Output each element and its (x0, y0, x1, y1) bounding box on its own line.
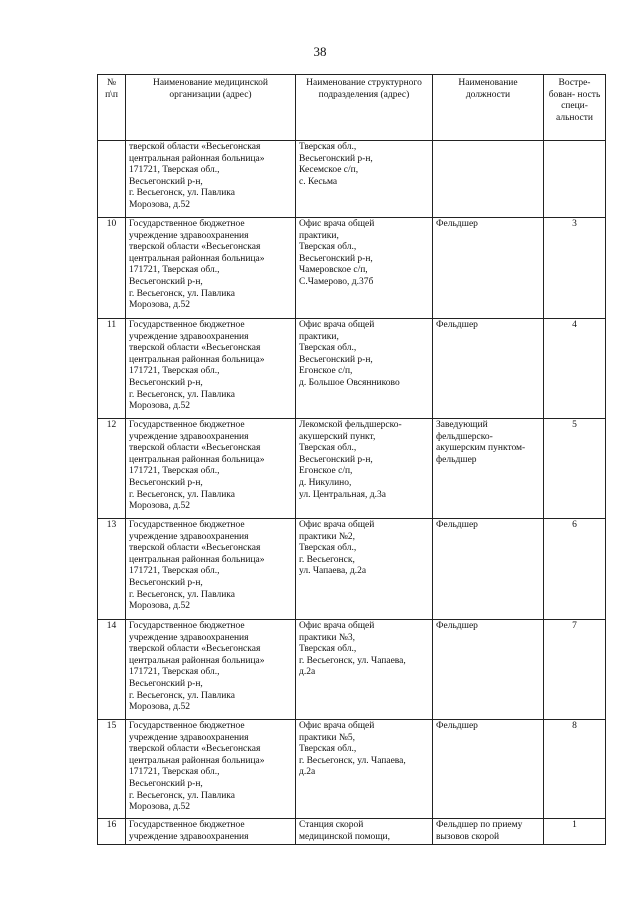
row-demand: 1 (544, 819, 606, 845)
row-demand: 6 (544, 519, 606, 620)
row-num: 10 (98, 218, 126, 319)
row-num: 16 (98, 819, 126, 845)
row-num: 15 (98, 720, 126, 819)
row-organization: Государственное бюджетное учреждение здравоохранения (126, 819, 296, 845)
row-num: 13 (98, 519, 126, 620)
header-unit: Наименование структурного подразделения (адрес) (296, 75, 433, 141)
row-organization: Государственное бюджетное учреждение здравоохранения тверской области «Весьегонская центральная районная больница» 171721, Тверская обл., Весьегонский р-н, г. Весьегонск, ул. Павлика Морозова, д.52 (126, 720, 296, 819)
row-num: 11 (98, 319, 126, 419)
row-position (433, 141, 544, 218)
row-demand (544, 141, 606, 218)
table-header-row (98, 75, 606, 141)
row-position: Заведующий фельдшерско- акушерским пунктом- фельдшер (433, 419, 544, 519)
row-position: Фельдшер (433, 720, 544, 819)
row-unit: Офис врача общей практики №2, Тверская обл., г. Весьегонск, ул. Чапаева, д.2а (296, 519, 433, 620)
row-demand: 3 (544, 218, 606, 319)
table-row (98, 720, 606, 819)
row-demand: 5 (544, 419, 606, 519)
row-organization: Государственное бюджетное учреждение здравоохранения тверской области «Весьегонская центральная районная больница» 171721, Тверская обл., Весьегонский р-н, г. Весьегонск, ул. Павлика Морозова, д.52 (126, 218, 296, 319)
table-row (98, 218, 606, 319)
row-position: Фельдшер по приему вызовов скорой (433, 819, 544, 845)
row-demand: 8 (544, 720, 606, 819)
row-organization: Государственное бюджетное учреждение здравоохранения тверской области «Весьегонская центральная районная больница» 171721, Тверская обл., Весьегонский р-н, г. Весьегонск, ул. Павлика Морозова, д.52 (126, 519, 296, 620)
row-position: Фельдшер (433, 620, 544, 720)
row-position: Фельдшер (433, 519, 544, 620)
row-organization: тверской области «Весьегонская центральная районная больница» 171721, Тверская обл., Весьегонский р-н, г. Весьегонск, ул. Павлика Морозова, д.52 (126, 141, 296, 218)
table-row (98, 419, 606, 519)
row-num (98, 141, 126, 218)
header-demand: Востре- бован- ность специ- альности (544, 75, 606, 141)
table-row (98, 141, 606, 218)
page-number: 38 (313, 44, 327, 59)
row-organization: Государственное бюджетное учреждение здравоохранения тверской области «Весьегонская центральная районная больница» 171721, Тверская обл., Весьегонский р-н, г. Весьегонск, ул. Павлика Морозова, д.52 (126, 419, 296, 519)
row-demand: 7 (544, 620, 606, 720)
row-unit: Офис врача общей практики, Тверская обл., Весьегонский р-н, Чамеровское с/п, С.Чамерово, д.37б (296, 218, 433, 319)
row-unit: Офис врача общей практики, Тверская обл., Весьегонский р-н, Егонское с/п, д. Большое Овсянниково (296, 319, 433, 419)
row-unit: Лекомской фельдшерско- акушерский пункт, Тверская обл., Весьегонский р-н, Егонское с/п, д. Никулино, ул. Центральная, д.3а (296, 419, 433, 519)
row-unit: Тверская обл., Весьегонский р-н, Кесемское с/п, с. Кесьма (296, 141, 433, 218)
row-position: Фельдшер (433, 218, 544, 319)
table-row (98, 519, 606, 620)
row-organization: Государственное бюджетное учреждение здравоохранения тверской области «Весьегонская центральная районная больница» 171721, Тверская обл., Весьегонский р-н, г. Весьегонск, ул. Павлика Морозова, д.52 (126, 620, 296, 720)
row-unit: Офис врача общей практики №5, Тверская обл., г. Весьегонск, ул. Чапаева, д.2а (296, 720, 433, 819)
row-demand: 4 (544, 319, 606, 419)
header-num: № п\п (98, 75, 126, 141)
table-row (98, 819, 606, 845)
row-num: 12 (98, 419, 126, 519)
header-organization: Наименование медицинской организации (адрес) (126, 75, 296, 141)
table-row (98, 620, 606, 720)
row-position: Фельдшер (433, 319, 544, 419)
row-unit: Станция скорой медицинской помощи, (296, 819, 433, 845)
row-unit: Офис врача общей практики №3, Тверская обл., г. Весьегонск, ул. Чапаева, д.2а (296, 620, 433, 720)
vacancies-table (97, 74, 606, 845)
row-num: 14 (98, 620, 126, 720)
header-position: Наименование должности (433, 75, 544, 141)
row-organization: Государственное бюджетное учреждение здравоохранения тверской области «Весьегонская центральная районная больница» 171721, Тверская обл., Весьегонский р-н, г. Весьегонск, ул. Павлика Морозова, д.52 (126, 319, 296, 419)
table-row (98, 319, 606, 419)
